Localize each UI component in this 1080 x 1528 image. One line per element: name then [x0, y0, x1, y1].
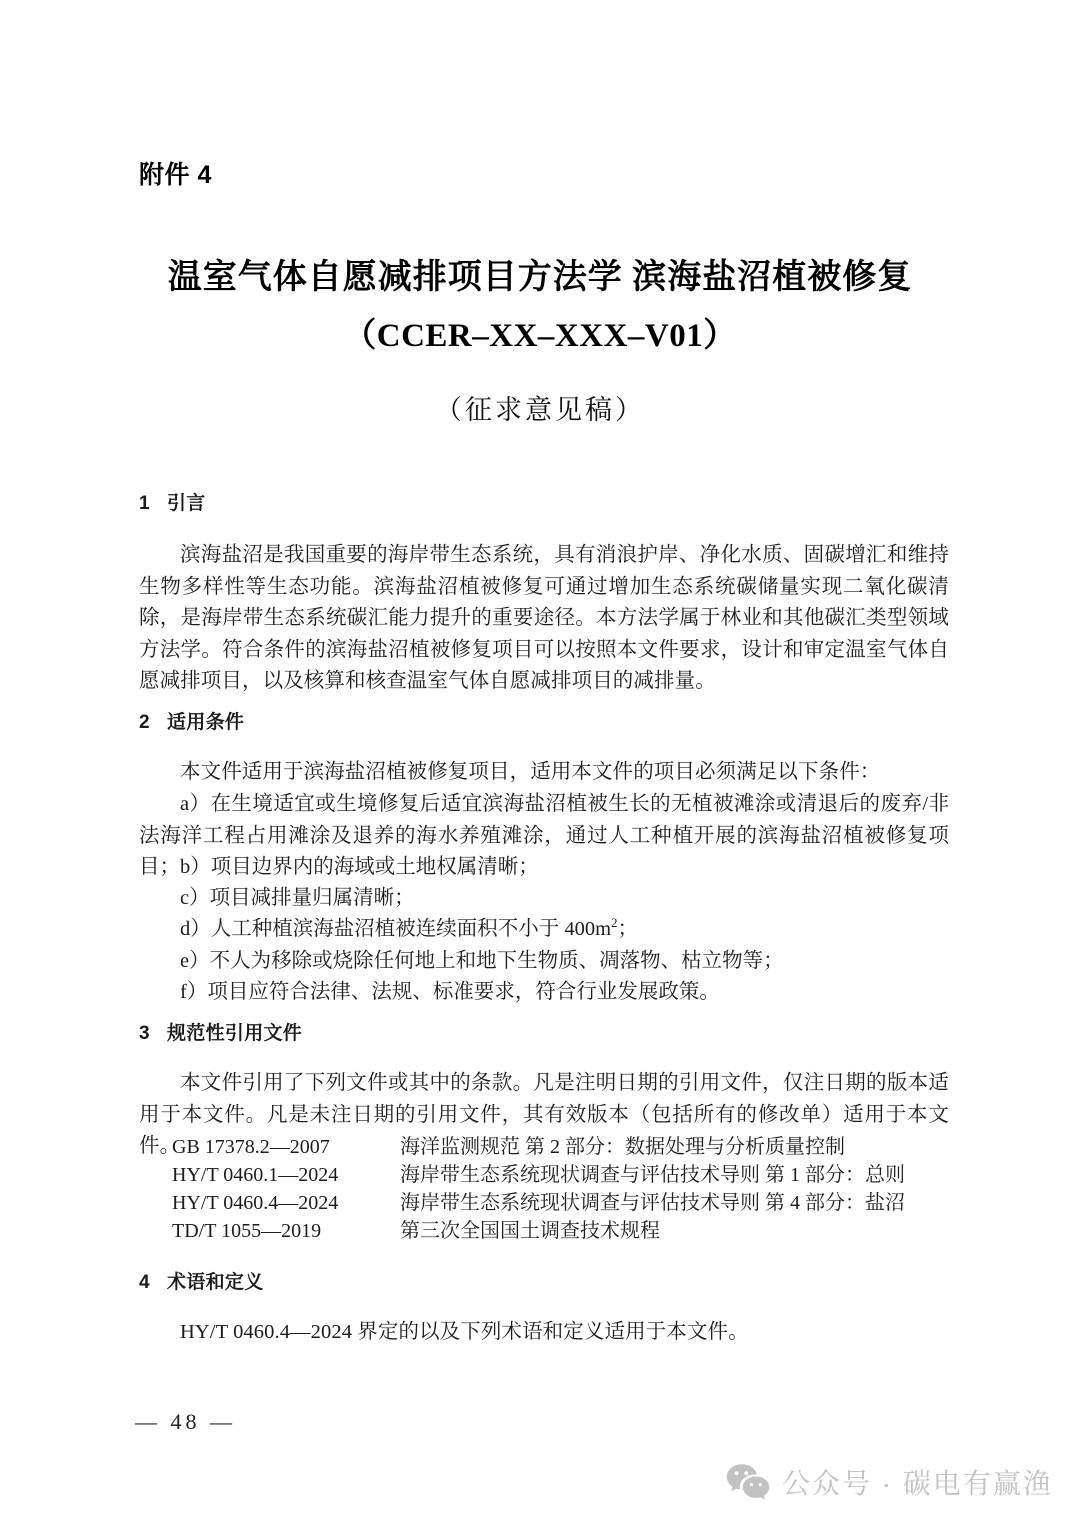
- section-number-3: 3: [139, 1023, 150, 1044]
- reference-code: TD/T 1055—2019: [172, 1220, 322, 1242]
- attachment-label: 附件 4: [139, 161, 212, 189]
- list-item-e: e）不人为移除或烧除任何地上和地下生物质、凋落物、枯立物等；: [180, 950, 784, 972]
- document-code: （CCER–XX–XXX–V01）: [343, 318, 737, 354]
- section-3-paragraph: 本文件引用了下列文件或其中的条款。凡是注明日期的引用文件，仅注日期的版本适用于本文件。凡是未注日期的引用文件，其有效版本（包括所有的修改单）适用于本文件。: [139, 1072, 949, 1157]
- normative-references-table: [172, 1133, 962, 1245]
- table-row: [172, 1133, 962, 1161]
- page-number: — 48 —: [135, 1409, 236, 1434]
- reference-title: 海岸带生态系统现状调查与评估技术导则 第 1 部分：总则: [400, 1164, 905, 1186]
- reference-code: GB 17378.2—2007: [172, 1136, 330, 1158]
- section-heading-2: [139, 707, 244, 734]
- list-item-c: c）项目减排量归属清晰；: [180, 887, 415, 909]
- section-2-lead: 本文件适用于滨海盐沼植被修复项目，适用本文件的项目必须满足以下条件：: [180, 761, 881, 783]
- section-title-3: 规范性引用文件: [167, 1023, 303, 1044]
- section-number-1: 1: [139, 493, 150, 514]
- reference-title: 海岸带生态系统现状调查与评估技术导则 第 4 部分：盐沼: [400, 1192, 905, 1214]
- section-title-4: 术语和定义: [167, 1272, 264, 1293]
- title-block: [0, 252, 1080, 427]
- list-item-d-text: d）人工种植滨海盐沼植被连续面积不小于 400m: [180, 918, 612, 940]
- list-item-d-suffix: ；: [617, 918, 638, 940]
- wechat-icon: [726, 1463, 770, 1501]
- reference-title: 第三次全国国土调查技术规程: [400, 1220, 660, 1242]
- section-heading-4: [139, 1267, 264, 1294]
- list-item-a: a）在生境适宜或生境修复后适宜滨海盐沼植被生长的无植被滩涂或清退后的废弃/非法海洋工程占用滩涂及退养的海水养殖滩涂，通过人工种植开展的滨海盐沼植被修复项目；: [139, 793, 949, 878]
- list-item-d-superscript: 2: [611, 916, 618, 931]
- reference-title: 海洋监测规范 第 2 部分：数据处理与分析质量控制: [400, 1136, 845, 1158]
- watermark-text: 公众号 · 碳电有赢渔: [782, 1468, 1053, 1499]
- section-title-1: 引言: [167, 493, 206, 514]
- table-row: [172, 1217, 962, 1245]
- section-1-paragraph: 滨海盐沼是我国重要的海岸带生态系统，具有消浪护岸、净化水质、固碳增汇和维持生物多样性等生态功能。滨海盐沼植被修复可通过增加生态系统碳储量实现二氧化碳清除，是海岸带生态系统碳汇能力提升的重要途径。本方法学属于林业和其他碳汇类型领域方法学。符合条件的滨海盐沼植被修复项目可以按照本文件要求，设计和审定温室气体自愿减排项目，以及核算和核查温室气体自愿减排项目的减排量。: [139, 544, 949, 692]
- table-row: [172, 1189, 962, 1217]
- watermark-credit: [726, 1462, 1053, 1502]
- section-number-2: 2: [139, 712, 150, 733]
- list-item-b: b）项目边界内的海域或土地权属清晰；: [180, 856, 539, 878]
- section-title-2: 适用条件: [167, 712, 245, 733]
- page-title: 温室气体自愿减排项目方法学 滨海盐沼植被修复: [167, 259, 913, 296]
- table-row: [172, 1161, 962, 1189]
- section-4-paragraph: HY/T 0460.4—2024 界定的以及下列术语和定义适用于本文件。: [180, 1321, 749, 1343]
- section-number-4: 4: [139, 1272, 150, 1293]
- list-item-f: f）项目应符合法律、法规、标准要求，符合行业发展政策。: [180, 981, 720, 1003]
- reference-code: HY/T 0460.1—2024: [172, 1164, 339, 1186]
- section-heading-3: [139, 1018, 302, 1045]
- list-item-d: [139, 914, 949, 946]
- section-heading-1: [139, 488, 206, 515]
- document-stage: （征求意见稿）: [435, 395, 645, 425]
- reference-code: HY/T 0460.4—2024: [172, 1192, 339, 1214]
